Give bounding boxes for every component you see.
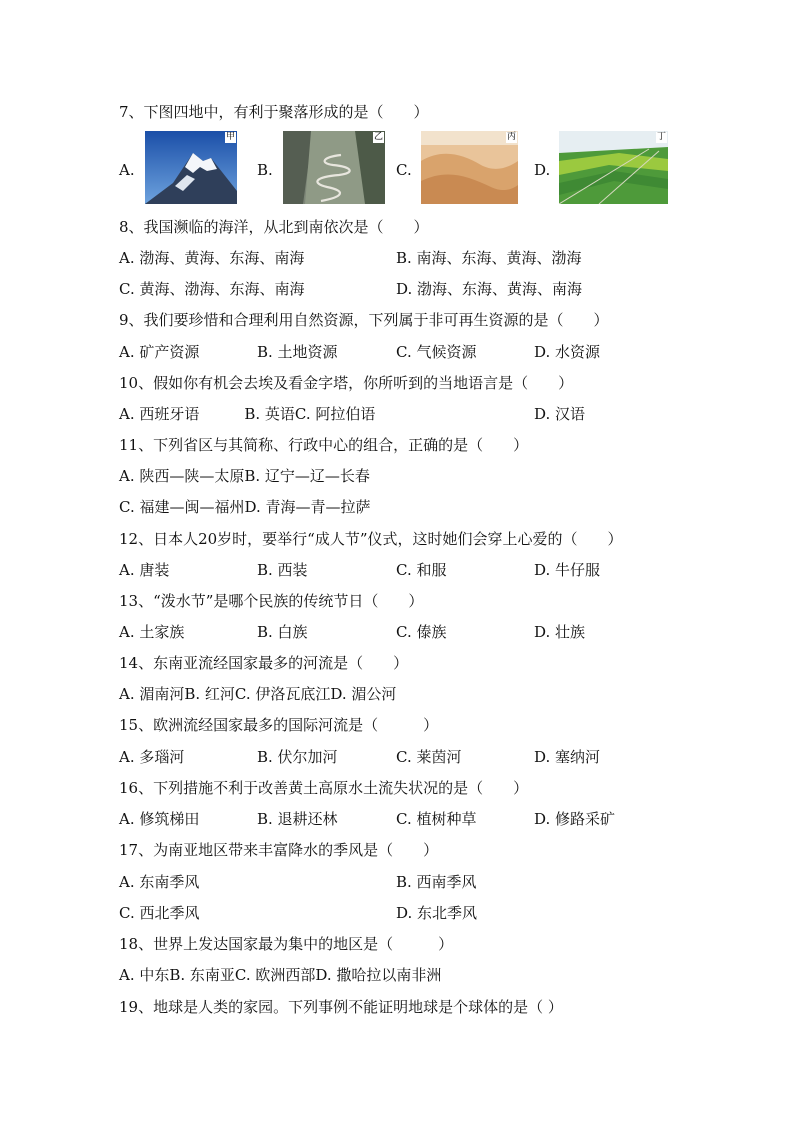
- q8-option-d: D. 渤海、东海、黄海、南海: [396, 280, 583, 298]
- q17-option-d: D. 东北季风: [396, 904, 478, 922]
- farmland-plain-photo-icon: [559, 131, 668, 204]
- q7-option-a-letter: A.: [119, 161, 135, 179]
- q9-option-b: B. 土地资源: [257, 343, 338, 361]
- q10-option-d: D. 汉语: [534, 405, 586, 423]
- q12-option-d: D. 牛仔服: [534, 561, 601, 579]
- q17-stem: 17、为南亚地区带来丰富降水的季风是（ ）: [119, 841, 439, 859]
- q15-option-b: B. 伏尔加河: [257, 748, 338, 766]
- q17-option-c: C. 西北季风: [119, 904, 200, 922]
- q8-option-c: C. 黄海、渤海、东海、南海: [119, 280, 305, 298]
- q16-option-d: D. 修路采矿: [534, 810, 616, 828]
- q9-option-c: C. 气候资源: [396, 343, 477, 361]
- q13-option-a: A. 土家族: [119, 623, 185, 641]
- q18-options-line: A. 中东B. 东南亚C. 欧洲西部D. 撒哈拉以南非洲: [119, 966, 442, 984]
- q7-option-d-letter: D.: [534, 161, 551, 179]
- q7-option-b-letter: B.: [257, 161, 273, 179]
- q8-option-b: B. 南海、东海、黄海、渤海: [396, 249, 582, 267]
- q16-option-b: B. 退耕还林: [257, 810, 338, 828]
- q15-option-d: D. 塞纳河: [534, 748, 601, 766]
- q7-option-a-image: [145, 131, 237, 204]
- desert-dunes-photo-icon: [421, 131, 518, 204]
- q13-stem: 13、“泼水节”是哪个民族的传统节日（ ）: [119, 592, 424, 610]
- q11-options-line1: A. 陕西—陕—太原B. 辽宁—辽—长春: [119, 467, 370, 485]
- q15-option-c: C. 莱茵河: [396, 748, 462, 766]
- q9-option-a: A. 矿产资源: [119, 343, 200, 361]
- q15-option-a: A. 多瑙河: [119, 748, 185, 766]
- q19-stem: 19、地球是人类的家园。下列事例不能证明地球是个球体的是（ ）: [119, 998, 563, 1016]
- q10-stem: 10、假如你有机会去埃及看金字塔，你所听到的当地语言是（ ）: [119, 374, 574, 392]
- q9-option-d: D. 水资源: [534, 343, 601, 361]
- snow-mountain-photo-icon: [145, 131, 237, 204]
- q7-option-c-tag: 丙: [506, 132, 516, 142]
- q11-options-line2: C. 福建—闽—福州D. 青海—青—拉萨: [119, 498, 371, 516]
- q16-option-a: A. 修筑梯田: [119, 810, 200, 828]
- q12-option-a: A. 唐装: [119, 561, 170, 579]
- q13-option-d: D. 壮族: [534, 623, 586, 641]
- q7-option-d-image: [559, 131, 668, 204]
- q8-stem: 8、我国濒临的海洋，从北到南依次是（ ）: [119, 218, 429, 236]
- q7-option-a-tag: 甲: [225, 132, 235, 142]
- q12-option-b: B. 西装: [257, 561, 308, 579]
- q7-stem: 7、下图四地中，有利于聚落形成的是（ ）: [119, 103, 429, 121]
- winding-mountain-road-photo-icon: [283, 131, 385, 204]
- q13-option-c: C. 傣族: [396, 623, 447, 641]
- q15-stem: 15、欧洲流经国家最多的国际河流是（ ）: [119, 716, 439, 734]
- q11-stem: 11、下列省区与其简称、行政中心的组合，正确的是（ ）: [119, 436, 529, 454]
- q7-option-c-image: [421, 131, 518, 204]
- q7-option-c-letter: C.: [396, 161, 412, 179]
- q12-stem: 12、日本人20岁时，要举行“成人节”仪式，这时她们会穿上心爱的（ ）: [119, 530, 623, 548]
- q17-option-b: B. 西南季风: [396, 873, 477, 891]
- q14-options-line: A. 湄南河B. 红河C. 伊洛瓦底江D. 湄公河: [119, 685, 397, 703]
- q10-option-abc: A. 西班牙语 B. 英语C. 阿拉伯语: [119, 405, 376, 423]
- q17-option-a: A. 东南季风: [119, 873, 200, 891]
- q16-option-c: C. 植树种草: [396, 810, 477, 828]
- q18-stem: 18、世界上发达国家最为集中的地区是（ ）: [119, 935, 454, 953]
- q16-stem: 16、下列措施不利于改善黄土高原水土流失状况的是（ ）: [119, 779, 529, 797]
- q14-stem: 14、东南亚流经国家最多的河流是（ ）: [119, 654, 409, 672]
- q7-option-b-tag: 乙: [373, 132, 383, 142]
- q7-option-b-image: [283, 131, 385, 204]
- q7-option-d-tag: 丁: [656, 132, 666, 142]
- q12-option-c: C. 和服: [396, 561, 447, 579]
- q8-option-a: A. 渤海、黄海、东海、南海: [119, 249, 305, 267]
- q13-option-b: B. 白族: [257, 623, 308, 641]
- q9-stem: 9、我们要珍惜和合理利用自然资源，下列属于非可再生资源的是（ ）: [119, 311, 609, 329]
